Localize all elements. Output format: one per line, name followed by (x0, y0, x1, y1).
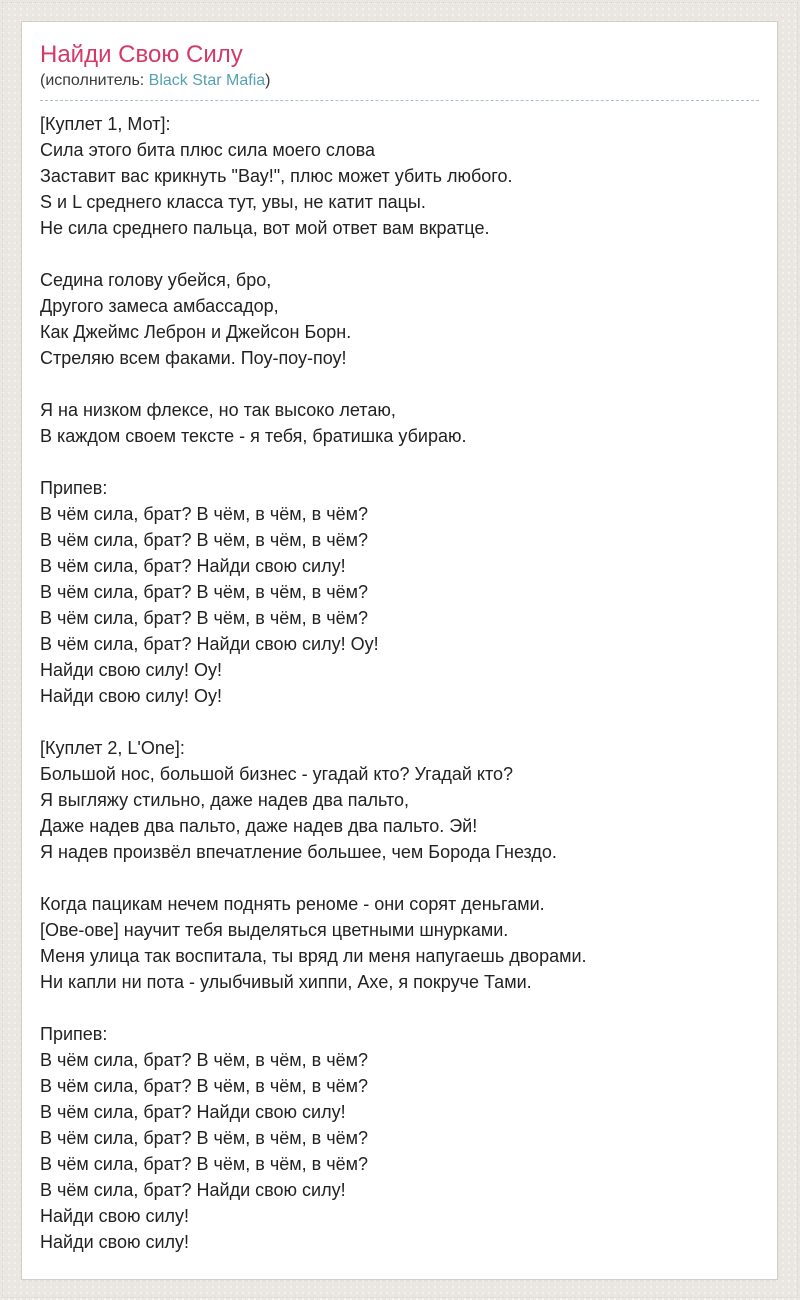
lyric-line: Припев: (40, 478, 108, 498)
lyric-line: Седина голову убейся, бро, (40, 270, 272, 290)
lyric-line: Я выгляжу стильно, даже надев два пальто, (40, 790, 410, 810)
lyric-line: Большой нос, большой бизнес - угадай кто? Угадай кто? (40, 764, 514, 784)
lyric-blank-line (40, 371, 759, 397)
lyric-line: В чём сила, брат? Найди свою силу! (40, 1180, 346, 1200)
lyric-line: Припев: (40, 1024, 108, 1044)
lyric-line: Когда пацикам нечем поднять реноме - они сорят деньгами. (40, 894, 545, 914)
lyric-blank-line (40, 995, 759, 1021)
lyric-line: Ни капли ни пота - улыбчивый хиппи, Axe, я покруче Тами. (40, 972, 532, 992)
artist-label-suffix: ) (265, 72, 271, 89)
artist-label-prefix: (исполнитель: (40, 72, 149, 89)
lyric-blank-line (40, 449, 759, 475)
lyrics-text (40, 101, 759, 1255)
lyric-line: S и L среднего класса тут, увы, не катит пацы. (40, 192, 426, 212)
lyric-line: Найди свою силу! (40, 1206, 190, 1226)
lyric-line: Найди свою силу! Оу! (40, 660, 223, 680)
lyric-line: Даже надев два пальто, даже надев два пальто. Эй! (40, 816, 478, 836)
lyric-line: Найди свою силу! Оу! (40, 686, 223, 706)
lyric-line: В чём сила, брат? В чём, в чём, в чём? (40, 1050, 368, 1070)
lyrics-card (21, 21, 778, 1280)
lyric-line: Я на низком флексе, но так высоко летаю, (40, 400, 396, 420)
lyric-line: Я надев произвёл впечатление большее, чем Борода Гнездо. (40, 842, 557, 862)
lyric-line: В каждом своем тексте - я тебя, братишка убираю. (40, 426, 467, 446)
lyric-line: В чём сила, брат? В чём, в чём, в чём? (40, 1076, 368, 1096)
lyric-line: В чём сила, брат? В чём, в чём, в чём? (40, 608, 368, 628)
lyric-line: В чём сила, брат? В чём, в чём, в чём? (40, 1154, 368, 1174)
artist-link[interactable]: Black Star Mafia (148, 72, 266, 89)
artist-line (40, 70, 759, 101)
lyric-blank-line (40, 241, 759, 267)
lyric-line: Как Джеймс Леброн и Джейсон Борн. (40, 322, 352, 342)
lyric-line: [Куплет 1, Мот]: (40, 114, 171, 134)
lyric-blank-line (40, 865, 759, 891)
lyric-line: Сила этого бита плюс сила моего слова (40, 140, 375, 160)
song-title: Найди Свою Силу (40, 41, 243, 68)
lyric-line: В чём сила, брат? В чём, в чём, в чём? (40, 1128, 368, 1148)
lyric-line: Заставит вас крикнуть "Вау!", плюс может убить любого. (40, 166, 513, 186)
lyric-line: Найди свою силу! (40, 1232, 190, 1252)
lyric-line: [Ове-ове] научит тебя выделяться цветными шнурками. (40, 920, 509, 940)
lyric-line: В чём сила, брат? Найди свою силу! (40, 556, 346, 576)
lyric-line: В чём сила, брат? В чём, в чём, в чём? (40, 504, 368, 524)
lyric-line: [Куплет 2, L'One]: (40, 738, 185, 758)
lyric-line: Стреляю всем факами. Поу-поу-поу! (40, 348, 347, 368)
lyric-line: В чём сила, брат? Найди свою силу! (40, 1102, 346, 1122)
lyric-line: В чём сила, брат? В чём, в чём, в чём? (40, 582, 368, 602)
lyric-blank-line (40, 709, 759, 735)
lyric-line: В чём сила, брат? В чём, в чём, в чём? (40, 530, 368, 550)
lyric-line: Другого замеса амбассадор, (40, 296, 279, 316)
lyric-line: В чём сила, брат? Найди свою силу! Оу! (40, 634, 379, 654)
lyric-line: Меня улица так воспитала, ты вряд ли меня напугаешь дворами. (40, 946, 587, 966)
lyric-line: Не сила среднего пальца, вот мой ответ вам вкратце. (40, 218, 490, 238)
